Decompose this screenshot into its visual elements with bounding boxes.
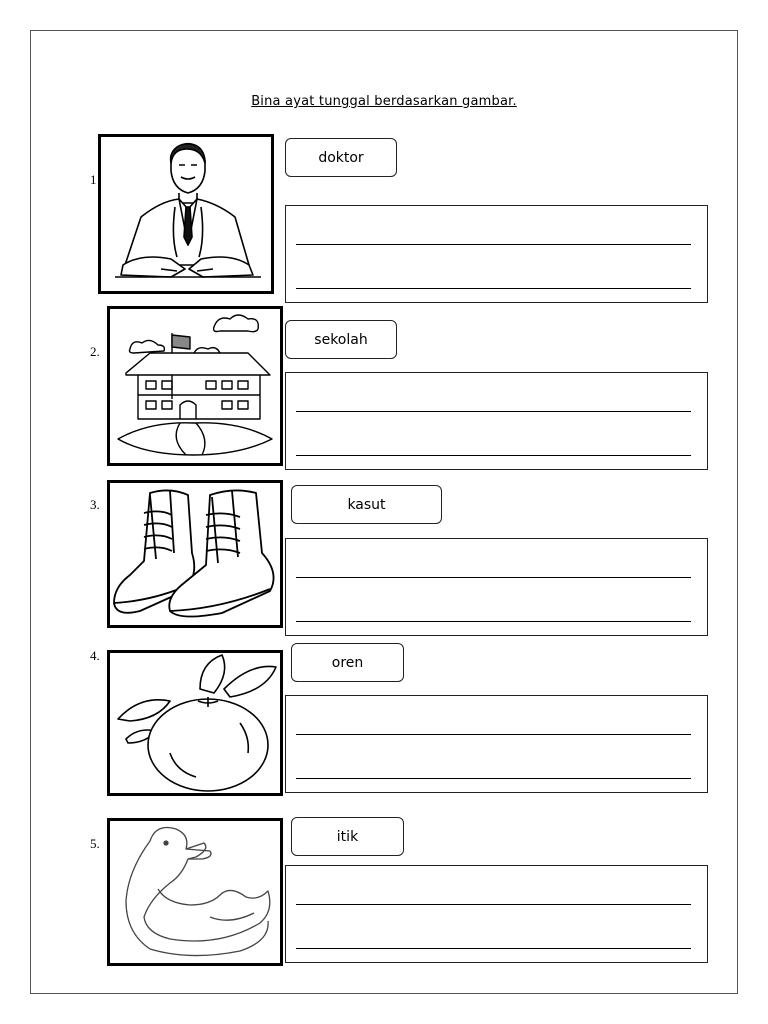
word-box-kasut: kasut <box>291 485 442 524</box>
item-number: 5. <box>90 836 100 851</box>
doctor-icon <box>101 137 271 291</box>
shoes-icon <box>110 483 280 625</box>
duck-icon <box>110 821 280 963</box>
writing-line <box>296 621 691 622</box>
item-number: 3. <box>90 497 100 512</box>
duck-picture <box>107 818 283 966</box>
school-picture <box>107 306 283 466</box>
item-number: 4. <box>90 648 100 663</box>
answer-box[interactable] <box>285 865 708 963</box>
answer-box[interactable] <box>285 372 708 470</box>
writing-line <box>296 244 691 245</box>
writing-line <box>296 411 691 412</box>
writing-line <box>296 904 691 905</box>
writing-line <box>296 734 691 735</box>
word-box-doktor: doktor <box>285 138 397 177</box>
doctor-picture <box>98 134 274 294</box>
word-box-oren: oren <box>291 643 404 682</box>
answer-box[interactable] <box>285 205 708 303</box>
item-number: 2. <box>90 344 100 359</box>
orange-icon <box>110 653 280 793</box>
word-box-itik: itik <box>291 817 404 856</box>
school-icon <box>110 309 280 463</box>
writing-line <box>296 778 691 779</box>
worksheet-title: Bina ayat tunggal berdasarkan gambar. <box>251 94 517 109</box>
answer-box[interactable] <box>285 538 708 636</box>
shoes-picture <box>107 480 283 628</box>
answer-box[interactable] <box>285 695 708 793</box>
writing-line <box>296 577 691 578</box>
writing-line <box>296 948 691 949</box>
writing-line <box>296 455 691 456</box>
writing-line <box>296 288 691 289</box>
word-box-sekolah: sekolah <box>285 320 397 359</box>
orange-picture <box>107 650 283 796</box>
item-number: 1 <box>90 172 97 187</box>
